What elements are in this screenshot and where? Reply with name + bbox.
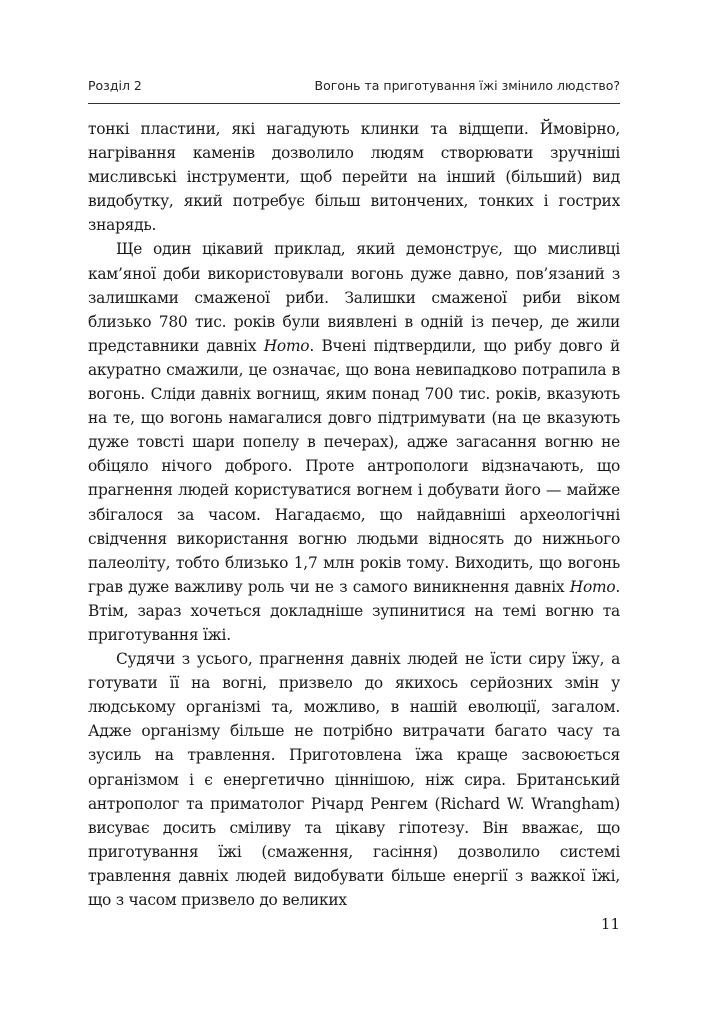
italic-term: Homo [569,577,616,596]
running-header [88,78,620,100]
paragraph-2 [88,237,620,647]
italic-term: Homo [263,336,310,355]
text-run: Ще один цікавий приклад, який демонструє, що мисливці кам’яної доби використовували вогонь дуже давно, пов’язаний з залишками смаженої риби. Залишки смаженої риби віком близько 780 тис. років були виявлені в одній із печер, де жили представники давніх [88,240,620,355]
header-divider [88,103,620,104]
text-run: . Вчені підтвердили, що рибу довго й акуратно смажили, це означає, що вона невипадково потрапила в вогонь. Сліди давніх вогнищ, яким понад 700 тис. років, вказують на те, що вогонь намагалися довго підтримувати (на це вказують дуже товсті шари попелу в печерах), адже загасання вогню не обіцяло нічого доброго. Проте антропологи відзначають, що прагнення людей користуватися вогнем і добувати його — майже збігалося за часом. Нагадаємо, що найдавніші археологічні свідчення використання вогню людьми відносять до нижнього палеоліту, тобто близько 1,7 млн років тому. Виходить, що вогонь грав дуже важливу роль чи не з самого виникнення давніх [88,336,620,596]
page-number: 11 [600,915,620,933]
body-text [88,117,620,912]
paragraph-3 [88,647,620,912]
paragraph-1 [88,117,620,237]
text-run: тонкі пластини, які нагадують клинки та відщепи. Ймовірно, нагрівання каменів дозволило людям створювати зручніші мисливські інструменти, щоб перейти на інший (більший) вид видобутку, який потребує більш витончених, тонких і гострих знарядь. [88,120,620,235]
text-run: Судячи з усього, прагнення давніх людей не їсти сиру їжу, а готувати її на вогні, призвело до якихось серйозних змін у людському організмі та, можливо, в нашій еволюції, загалом. Адже організму більше не потрібно витрачати багато часу та зусиль на травлення. Приготовлена їжа краще засвоюється організмом і є енергетично ціннішою, ніж сира. Британський антрополог та приматолог Річард Ренгем (Richard W. Wrangham) висуває досить сміливу та цікаву гіпотезу. Він вважає, що приготування їжі (смаження, гасіння) дозволило системі травлення давніх людей видобувати більше енергії з важкої їжі, що з часом призвело до великих [88,650,620,909]
section-label: Розділ 2 [88,78,142,93]
chapter-title: Вогонь та приготування їжі змінило людство? [314,78,620,93]
text-run: . Втім, зараз хочеться докладніше зупинитися на темі вогню та приготування їжі. [88,577,620,644]
